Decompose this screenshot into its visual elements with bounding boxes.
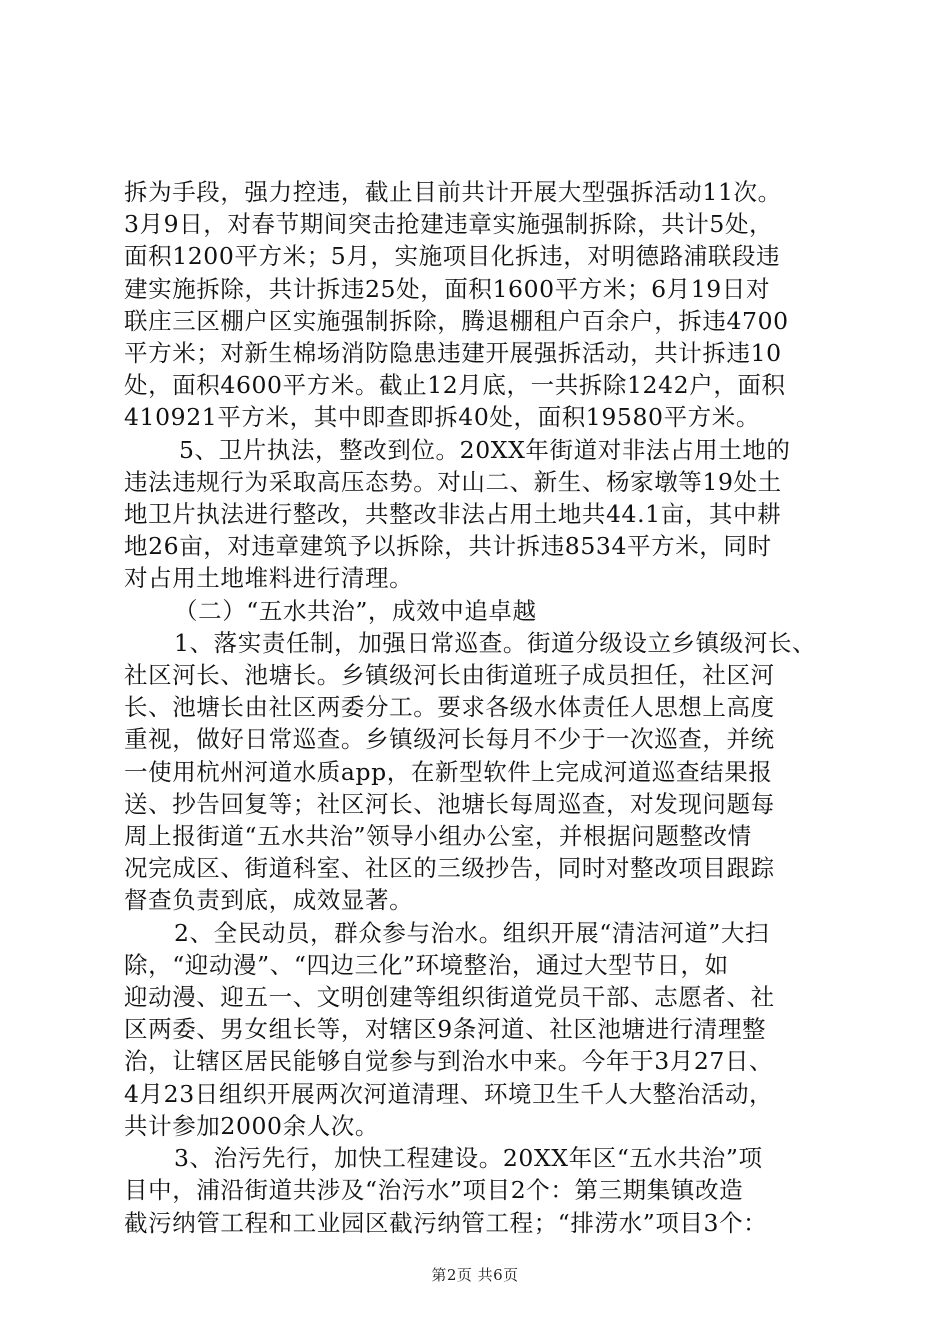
text-line: 违法违规行为采取高压态势。对山二、新生、杨家墩等19处土	[124, 467, 782, 496]
text-line: 面积1200平方米；5月，实施项目化拆违，对明德路浦联段违	[124, 242, 781, 271]
text-line: 除，“迎动漫”、“四边三化”环境整治，通过大型节日，如	[124, 950, 729, 979]
text-line: 联庄三区棚户区实施强制拆除，腾退棚租户百余户，拆违4700	[124, 306, 789, 335]
paragraph-start-line: 2、全民动员，群众参与治水。组织开展“清洁河道”大扫	[174, 918, 770, 947]
text-line: 长、池塘长由社区两委分工。要求各级水体责任人思想上高度	[124, 693, 775, 722]
document-body	[124, 176, 836, 1239]
text-line: 对占用土地堆料进行清理。	[124, 564, 414, 593]
paragraph-start-line: 3、治污先行，加快工程建设。20XX年区“五水共治”项	[174, 1144, 763, 1173]
text-line: 周上报街道“五水共治”领导小组办公室，并根据问题整改情	[124, 822, 752, 851]
text-line: 截污纳管工程和工业园区截污纳管工程；“排涝水”项目3个：	[124, 1208, 768, 1237]
text-line: 况完成区、街道科室、社区的三级抄告，同时对整改项目跟踪	[124, 854, 775, 883]
text-line: 建实施拆除，共计拆违25处，面积1600平方米；6月19日对	[124, 274, 771, 303]
text-line: 4月23日组织开展两次河道清理、环境卫生千人大整治活动，	[124, 1079, 774, 1108]
text-line: 督查负责到底，成效显著。	[124, 886, 414, 915]
text-line: 平方米；对新生棉场消防隐患违建开展强拆活动，共计拆违10	[124, 339, 782, 368]
paragraph-start-line: 1、落实责任制，加强日常巡查。街道分级设立乡镇级河长、	[174, 628, 817, 657]
text-line: 拆为手段，强力控违，截止目前共计开展大型强拆活动11次。	[124, 178, 782, 206]
text-line: 目中，浦沿街道共涉及“治污水”项目2个：第三期集镇改造	[124, 1176, 744, 1205]
text-line: 共计参加2000余人次。	[124, 1111, 380, 1140]
text-line: 社区河长、池塘长。乡镇级河长由街道班子成员担任，社区河	[124, 661, 775, 690]
text-line: 治，让辖区居民能够自觉参与到治水中来。今年于3月27日、	[124, 1047, 774, 1076]
text-line: 地26亩，对违章建筑予以拆除，共计拆违8534平方米，同时	[124, 532, 772, 561]
text-line: 410921平方米，其中即查即拆40处，面积19580平方米。	[124, 403, 760, 432]
page-footer	[0, 1264, 950, 1285]
text-line: 地卫片执法进行整改，共整改非法占用土地共44.1亩，其中耕	[124, 500, 782, 529]
text-line: 迎动漫、迎五一、文明创建等组织街道党员干部、志愿者、社	[124, 983, 775, 1012]
text-line: 3月9日，对春节期间突击抢建违章实施强制拆除，共计5处，	[124, 210, 774, 239]
paragraph-start-line: 5、卫片执法，整改到位。20XX年街道对非法占用土地的	[179, 435, 791, 464]
text-line: 处，面积4600平方米。截止12月底，一共拆除1242户，面积	[124, 371, 786, 400]
section-heading: （二）“五水共治”，成效中追卓越	[174, 596, 537, 625]
text-line: 区两委、男女组长等，对辖区9条河道、社区池塘进行清理整	[124, 1015, 767, 1044]
page-number: 第2页 共6页	[431, 1266, 519, 1284]
text-line: 一使用杭州河道水质app，在新型软件上完成河道巡查结果报	[124, 757, 773, 786]
text-line: 重视，做好日常巡查。乡镇级河长每月不少于一次巡查，并统	[124, 725, 775, 754]
text-line: 送、抄告回复等；社区河长、池塘长每周巡查，对发现问题每	[124, 789, 775, 818]
